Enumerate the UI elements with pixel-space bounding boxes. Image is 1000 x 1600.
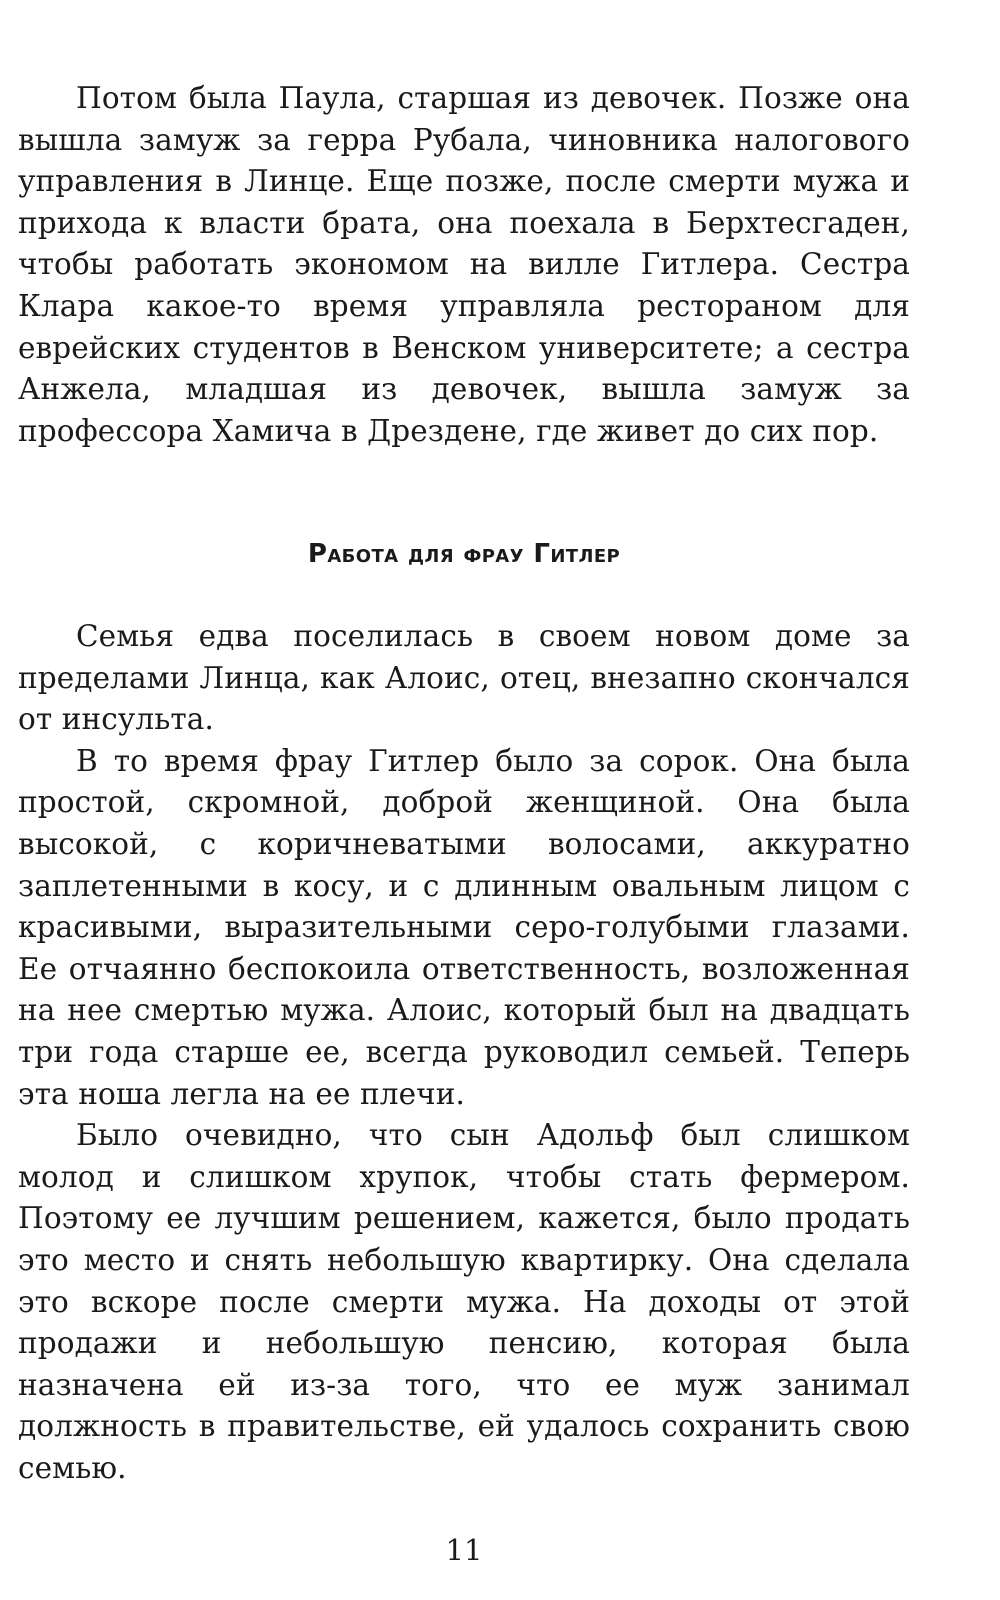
section-body [18, 616, 910, 1489]
book-page [18, 78, 910, 1567]
paragraph-mother-description: В то время фрау Гитлер было за сорок. Она была простой, скромной, доброй женщиной. Она была высокой, с коричневатыми волосами, аккуратно заплетенными в косу, и с длинным овальным лицом с красивыми, выразительными серо-голубыми глазами. Ее отчаянно беспокоила ответственность, возложенная на нее смертью мужа. Алоис, который был на двадцать три года старше ее, всегда руководил семьей. Теперь эта ноша легла на ее плечи. [18, 743, 910, 1111]
paragraph-family-sisters: Потом была Паула, старшая из девочек. Позже она вышла замуж за герра Рубала, чиновника налогового управления в Линце. Еще позже, после смерти мужа и прихода к власти брата, она поехала в Берхтесгаден, чтобы работать экономом на вилле Гитлера. Сестра Клара какое-то время управляла рестораном для еврейских студентов в Венском университете; а сестра Анжела, младшая из девочек, вышла замуж за профессора Хамича в Дрездене, где живет до сих пор. [18, 81, 910, 448]
page-number: 11 [445, 1533, 483, 1567]
section-heading: Работа для фрау Гитлер [307, 539, 621, 569]
paragraph-father-death: Семья едва поселилась в своем новом доме за пределами Линца, как Алоис, отец, внезапно скончался от инсульта. [18, 619, 910, 737]
paragraph-selling-farm: Было очевидно, что сын Адольф был слишком молод и слишком хрупок, чтобы стать фермером. Поэтому ее лучшим решением, кажется, было продать это место и снять небольшую квартирку. Она сделала это вскоре после смерти мужа. На доходы от этой продажи и небольшую пенсию, которая была назначена ей из-за того, что ее муж занимал должность в правительстве, ей удалось сохранить свою семью. [18, 1118, 910, 1485]
